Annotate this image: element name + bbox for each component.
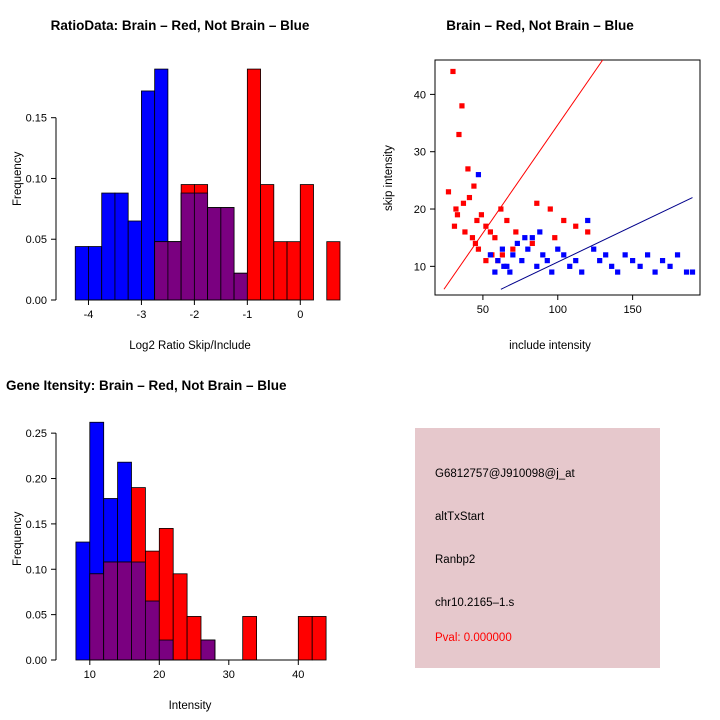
svg-text:-3: -3 (136, 309, 147, 321)
svg-text:0.20: 0.20 (25, 473, 47, 486)
svg-text:20: 20 (153, 669, 166, 681)
svg-text:30: 30 (222, 669, 235, 681)
ratio-hist-ylabel: Frequency (12, 151, 24, 206)
info-pval: Pval: 0.000000 (435, 632, 512, 644)
ratio-hist-xlabel: Log2 Ratio Skip/Include (129, 340, 251, 352)
scatter-ylabel: skip intensity (383, 145, 395, 211)
svg-text:0.05: 0.05 (25, 609, 47, 622)
svg-text:10: 10 (83, 669, 96, 681)
gene-hist-plot (0, 365, 360, 695)
ratio-hist-title: RatioData: Brain – Red, Not Brain – Blue (50, 18, 310, 33)
svg-text:0: 0 (297, 309, 304, 321)
svg-text:10: 10 (413, 261, 426, 274)
svg-text:0.15: 0.15 (25, 112, 47, 125)
panel-ratio-histogram (0, 0, 360, 360)
scatter-xlabel: include intensity (509, 340, 591, 352)
svg-text:-1: -1 (242, 309, 253, 321)
svg-text:0.05: 0.05 (25, 234, 47, 247)
info-locus: chr10.2165–1.s (435, 597, 515, 609)
ratio-hist-plot (0, 5, 360, 335)
panel-scatter (360, 0, 720, 360)
gene-hist-ylabel: Frequency (12, 511, 24, 566)
svg-text:0.00: 0.00 (25, 295, 47, 307)
svg-text:100: 100 (548, 304, 567, 316)
svg-text:150: 150 (623, 304, 642, 316)
svg-text:30: 30 (413, 146, 426, 159)
svg-text:20: 20 (413, 204, 426, 217)
svg-text:-4: -4 (83, 309, 94, 321)
gene-hist-xlabel: Intensity (168, 700, 212, 712)
info-probe-id: G6812757@J910098@j_at (435, 468, 575, 480)
gene-info-box (415, 428, 660, 668)
scatter-plot (360, 5, 720, 335)
svg-text:0.00: 0.00 (25, 655, 47, 667)
info-gene-symbol: Ranbp2 (435, 554, 476, 566)
scatter-title: Brain – Red, Not Brain – Blue (446, 18, 634, 33)
svg-text:0.10: 0.10 (25, 564, 47, 577)
svg-text:0.10: 0.10 (25, 173, 47, 186)
svg-text:40: 40 (292, 669, 305, 681)
gene-hist-title: Gene Itensity: Brain – Red, Not Brain – Blue (6, 378, 287, 393)
info-event-type: altTxStart (435, 511, 485, 523)
svg-text:-2: -2 (189, 309, 200, 321)
svg-text:40: 40 (413, 89, 426, 102)
panel-gene-histogram (0, 360, 360, 720)
svg-text:0.25: 0.25 (25, 428, 47, 441)
svg-text:50: 50 (476, 304, 490, 316)
svg-text:0.15: 0.15 (25, 518, 47, 531)
